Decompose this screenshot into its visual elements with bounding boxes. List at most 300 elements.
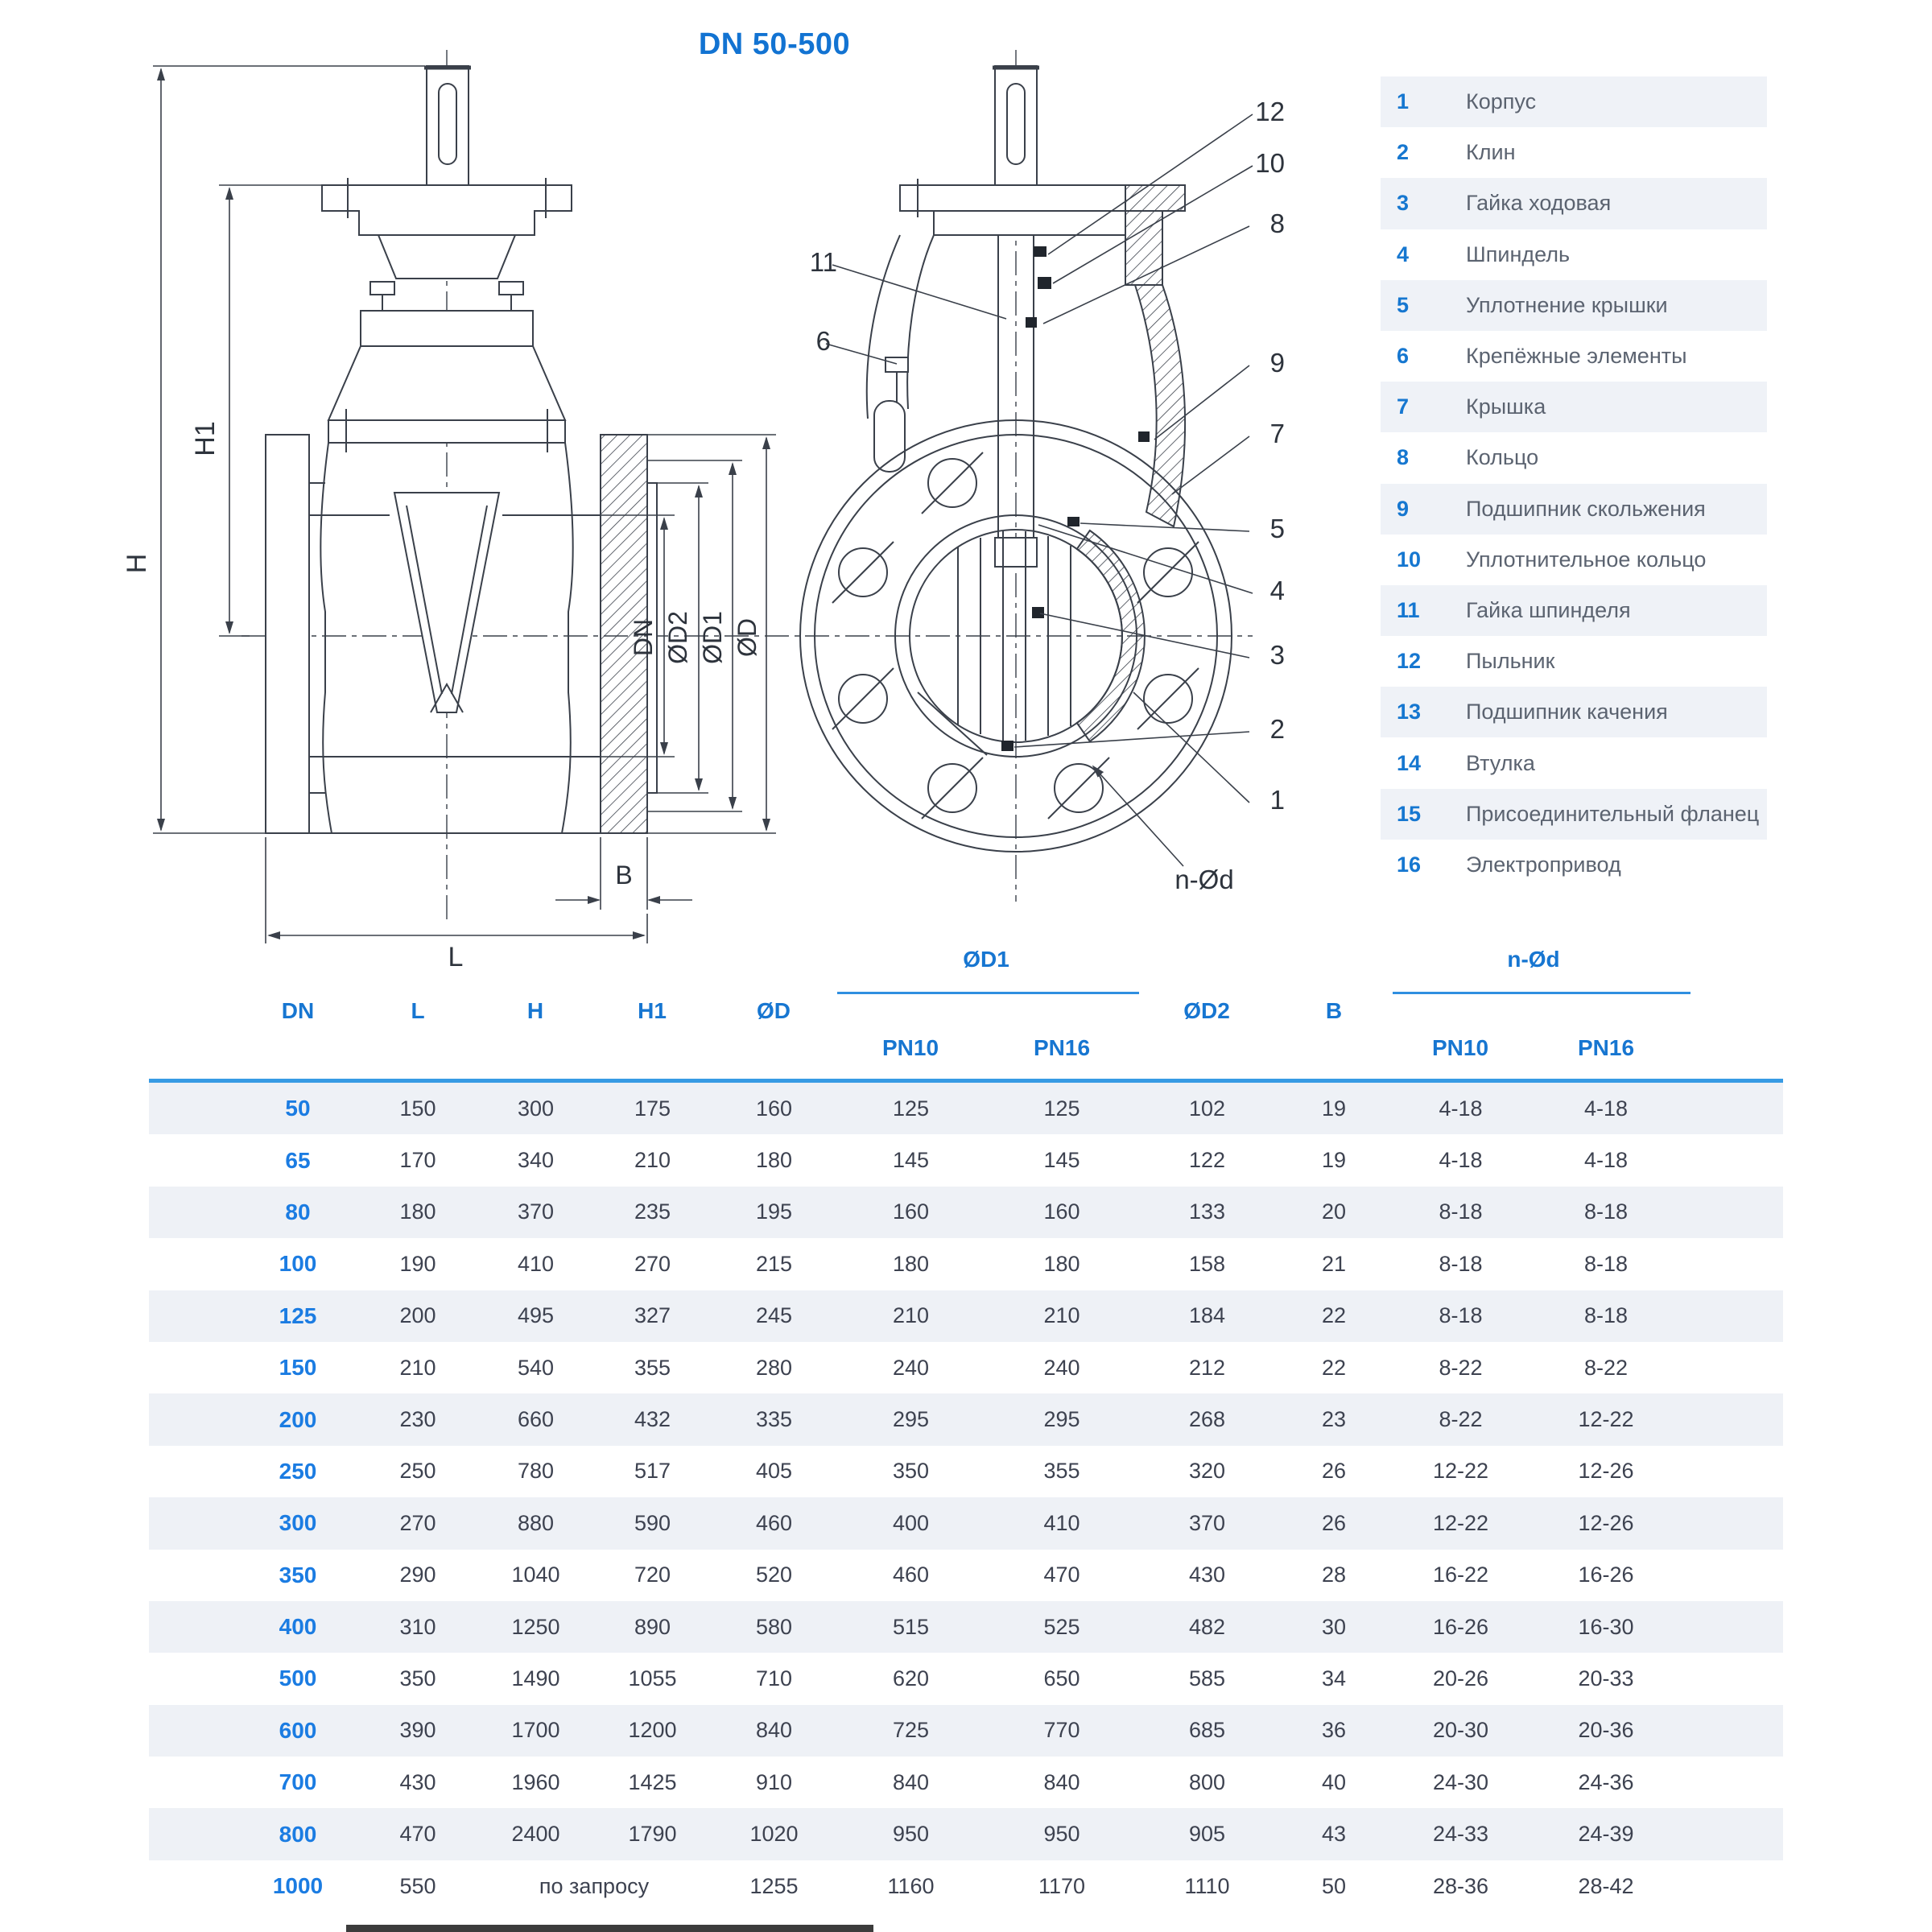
cell-np10: 20-30: [1432, 1718, 1489, 1743]
cell-dn: 80: [285, 1199, 311, 1224]
callout-10: 10: [1255, 148, 1285, 178]
part-name: Крепёжные элементы: [1466, 344, 1687, 369]
cell-sp: [149, 1860, 237, 1912]
cell-d1p16: 180: [1043, 1251, 1080, 1276]
parts-list-item: [1381, 432, 1767, 483]
part-name: Подшипник качения: [1466, 700, 1668, 724]
cell-l: 470: [399, 1822, 436, 1847]
cell-dn: 600: [279, 1717, 317, 1743]
cell-d: 580: [755, 1614, 793, 1639]
parts-list-item: [1381, 127, 1767, 178]
callout-9: 9: [1269, 348, 1285, 378]
cell-h1: 175: [634, 1096, 671, 1121]
parts-list-item: [1381, 840, 1767, 890]
cell-d1p10: 950: [892, 1822, 930, 1847]
col-header-d2: ØD2: [1183, 998, 1230, 1023]
cell-np16: 4-18: [1583, 1096, 1629, 1121]
cell-b: 26: [1321, 1459, 1347, 1484]
cell-np16: 8-18: [1583, 1303, 1629, 1328]
cell-d1p16: 210: [1043, 1303, 1080, 1328]
cell-fill: [1683, 1083, 1783, 1134]
cell-np16: 8-18: [1583, 1199, 1629, 1224]
cell-d1p16: 1170: [1038, 1873, 1086, 1898]
cell-d1p10: 515: [892, 1614, 930, 1639]
callout-7: 7: [1269, 419, 1285, 448]
cell-d: 245: [755, 1303, 793, 1328]
cell-h1: 355: [634, 1355, 671, 1380]
cell-np10: 16-22: [1432, 1563, 1489, 1587]
dimensions-table: [149, 934, 1783, 1912]
cell-h: 495: [517, 1303, 555, 1328]
col-header-h: H: [526, 998, 544, 1023]
cell-d1p10: 620: [892, 1666, 930, 1690]
cell-d1p10: 350: [892, 1459, 930, 1484]
cell-fill: [1683, 1134, 1783, 1186]
cell-d1p16: 525: [1043, 1614, 1080, 1639]
cell-h1: 270: [634, 1251, 671, 1276]
cell-h: 1250: [511, 1614, 560, 1639]
table-row: [149, 1808, 1783, 1860]
cell-sp: [149, 1497, 237, 1549]
part-number: 7: [1397, 394, 1410, 419]
part-name: Гайка шпинделя: [1466, 597, 1631, 622]
part-name: Втулка: [1466, 750, 1535, 775]
centerlines: [242, 50, 1253, 924]
bottom-crop-strip: [346, 1925, 873, 1932]
part-name: Электропривод: [1466, 852, 1621, 877]
cell-d1p16: 125: [1043, 1096, 1080, 1121]
cell-d2: 685: [1188, 1718, 1226, 1743]
cell-l: 180: [399, 1199, 436, 1224]
cell-np16: 8-18: [1583, 1251, 1629, 1276]
cell-np10: 8-22: [1439, 1355, 1483, 1380]
cell-fill: [1683, 1446, 1783, 1497]
table-row: [149, 1238, 1783, 1290]
cell-h: 340: [517, 1148, 555, 1173]
cell-d: 215: [755, 1251, 793, 1276]
col-header-d1-pn16: PN16: [1033, 1035, 1091, 1060]
cell-merge: по запросу: [539, 1873, 650, 1898]
cell-h1: 235: [634, 1199, 671, 1224]
table-row: [149, 1187, 1783, 1238]
cell-fill: [1683, 1860, 1783, 1912]
col-header-l: L: [411, 998, 425, 1023]
cell-np16: 24-39: [1578, 1822, 1634, 1847]
cell-d2: 430: [1188, 1563, 1226, 1587]
cell-sp: [149, 1342, 237, 1393]
part-name: Подшипник скольжения: [1466, 496, 1706, 521]
cell-l: 150: [399, 1096, 436, 1121]
cell-np10: 8-22: [1439, 1407, 1483, 1432]
cell-sp: [149, 1653, 237, 1704]
table-header: [149, 934, 1783, 1083]
cell-dn: 300: [279, 1510, 317, 1536]
cell-np16: 16-30: [1578, 1614, 1634, 1639]
cell-h: 660: [517, 1407, 555, 1432]
cell-fill: [1683, 1393, 1783, 1445]
cell-h1: 210: [634, 1148, 671, 1173]
cell-d1p10: 295: [892, 1407, 930, 1432]
table-row: [149, 1601, 1783, 1653]
cell-fill: [1683, 1238, 1783, 1290]
cell-d2: 800: [1188, 1769, 1226, 1794]
cell-np10: 12-22: [1432, 1459, 1489, 1484]
cell-b: 23: [1321, 1407, 1347, 1432]
parts-list-item: [1381, 76, 1767, 127]
cell-sp: [149, 1601, 237, 1653]
cell-d1p10: 460: [892, 1563, 930, 1587]
group-underline-d1: [837, 992, 1139, 994]
cell-h: 1960: [511, 1769, 560, 1794]
cell-np16: 12-26: [1578, 1510, 1634, 1535]
cell-l: 200: [399, 1303, 436, 1328]
part-number: 5: [1397, 292, 1410, 317]
cell-d: 195: [755, 1199, 793, 1224]
cell-np10: 4-18: [1439, 1096, 1483, 1121]
cell-d1p10: 240: [892, 1355, 930, 1380]
part-number: 2: [1397, 140, 1410, 165]
col-header-nod-pn16: PN16: [1577, 1035, 1635, 1060]
cell-sp: [149, 1238, 237, 1290]
cell-d1p10: 145: [892, 1148, 930, 1173]
cell-l: 250: [399, 1459, 436, 1484]
cell-h: 2400: [511, 1822, 560, 1847]
cell-fill: [1683, 1187, 1783, 1238]
cell-d1p10: 125: [892, 1096, 930, 1121]
cell-fill: [1683, 1705, 1783, 1757]
cell-d1p10: 840: [892, 1769, 930, 1794]
part-number: 3: [1397, 191, 1410, 216]
cell-d1p10: 1160: [887, 1873, 935, 1898]
cell-l: 230: [399, 1407, 436, 1432]
cell-b: 19: [1321, 1148, 1347, 1173]
table-row: [149, 1342, 1783, 1393]
callout-3: 3: [1269, 640, 1285, 670]
cell-np16: 24-36: [1578, 1769, 1634, 1794]
cell-d: 1255: [749, 1873, 799, 1898]
cell-d1p16: 840: [1043, 1769, 1080, 1794]
cell-l: 430: [399, 1769, 436, 1794]
part-number: 13: [1397, 700, 1422, 724]
cell-b: 30: [1321, 1614, 1347, 1639]
cell-d1p16: 410: [1043, 1510, 1080, 1535]
cell-l: 190: [399, 1251, 436, 1276]
cell-b: 26: [1321, 1510, 1347, 1535]
table-row: [149, 1705, 1783, 1757]
cell-d2: 158: [1188, 1251, 1226, 1276]
part-name: Корпус: [1466, 89, 1537, 114]
cell-sp: [149, 1757, 237, 1808]
cell-d: 180: [755, 1148, 793, 1173]
cell-fill: [1683, 1290, 1783, 1342]
cell-dn: 65: [285, 1147, 311, 1173]
group-header-nod: n-Ød: [1507, 947, 1560, 972]
cell-l: 310: [399, 1614, 436, 1639]
cell-dn: 800: [279, 1821, 317, 1847]
dim-label-dn: DN: [629, 618, 658, 657]
cell-h: 540: [517, 1355, 555, 1380]
cell-dn: 250: [279, 1458, 317, 1484]
cell-d1p10: 160: [892, 1199, 930, 1224]
cell-l: 210: [399, 1355, 436, 1380]
dim-label-d2: ØD2: [663, 611, 692, 664]
cell-fill: [1683, 1497, 1783, 1549]
cell-d2: 320: [1188, 1459, 1226, 1484]
cell-d1p16: 650: [1043, 1666, 1080, 1690]
cell-h: 1490: [511, 1666, 560, 1690]
cell-dn: 150: [279, 1355, 317, 1381]
parts-list-item: [1381, 737, 1767, 788]
cell-d2: 133: [1188, 1199, 1226, 1224]
cell-d1p10: 725: [892, 1718, 930, 1743]
cell-d1p10: 210: [892, 1303, 930, 1328]
callout-8: 8: [1269, 208, 1285, 238]
dim-table-body: [149, 1083, 1783, 1912]
cell-d2: 370: [1188, 1510, 1226, 1535]
parts-list-item: [1381, 331, 1767, 382]
cell-sp: [149, 1134, 237, 1186]
parts-list-item: [1381, 535, 1767, 585]
cell-dn: 500: [279, 1666, 317, 1691]
dim-label-h1: H1: [190, 421, 221, 456]
col-header-nod-pn10: PN10: [1431, 1035, 1489, 1060]
cell-sp: [149, 1705, 237, 1757]
part-name: Шпиндель: [1466, 242, 1571, 266]
parts-list-item: [1381, 789, 1767, 840]
cell-np10: 12-22: [1432, 1510, 1489, 1535]
cell-fill: [1683, 1757, 1783, 1808]
cell-h: 780: [517, 1459, 555, 1484]
cell-d1p16: 240: [1043, 1355, 1080, 1380]
cell-d1p10: 180: [892, 1251, 930, 1276]
parts-list: [1381, 76, 1767, 890]
dim-label-d: ØD: [733, 618, 762, 657]
cell-d1p16: 770: [1043, 1718, 1080, 1743]
cell-l: 270: [399, 1510, 436, 1535]
side-view-drawing: [266, 66, 657, 833]
cell-d: 1020: [749, 1822, 799, 1847]
cell-sp: [149, 1083, 237, 1134]
cell-np16: 20-36: [1578, 1718, 1634, 1743]
cell-h: 1040: [511, 1563, 560, 1587]
cell-d: 840: [755, 1718, 793, 1743]
dim-label-d1: ØD1: [698, 611, 727, 664]
cell-dn: 400: [279, 1614, 317, 1640]
cell-d1p10: 400: [892, 1510, 930, 1535]
cell-h1: 590: [634, 1510, 671, 1535]
dim-label-b: B: [615, 861, 633, 890]
cell-b: 43: [1321, 1822, 1347, 1847]
cell-np16: 16-26: [1578, 1563, 1634, 1587]
cell-l: 170: [399, 1148, 436, 1173]
cell-d1p16: 950: [1043, 1822, 1080, 1847]
part-number: 6: [1397, 344, 1410, 369]
cell-d2: 212: [1188, 1355, 1226, 1380]
parts-list-item: [1381, 687, 1767, 737]
cell-np16: 20-33: [1578, 1666, 1634, 1690]
parts-list-item: [1381, 280, 1767, 331]
table-row: [149, 1497, 1783, 1549]
part-name: Присоединительный фланец: [1466, 801, 1760, 826]
cell-fill: [1683, 1808, 1783, 1860]
callout-5: 5: [1269, 514, 1285, 543]
cell-h1: 1790: [628, 1822, 677, 1847]
cell-d2: 585: [1188, 1666, 1226, 1690]
parts-list-item: [1381, 585, 1767, 636]
cell-d2: 102: [1188, 1096, 1226, 1121]
table-row: [149, 1653, 1783, 1704]
cell-h1: 720: [634, 1563, 671, 1587]
cell-fill: [1683, 1550, 1783, 1601]
cell-sp: [149, 1290, 237, 1342]
part-number: 16: [1397, 852, 1422, 877]
cell-sp: [149, 1393, 237, 1445]
cell-d: 335: [755, 1407, 793, 1432]
part-name: Пыльник: [1466, 649, 1555, 674]
part-name: Уплотнительное кольцо: [1466, 547, 1707, 572]
table-row: [149, 1393, 1783, 1445]
cell-b: 20: [1321, 1199, 1347, 1224]
cell-h1: 1200: [628, 1718, 677, 1743]
parts-list-item: [1381, 178, 1767, 229]
cell-np16: 12-22: [1578, 1407, 1634, 1432]
cell-d2: 905: [1188, 1822, 1226, 1847]
cell-d1p16: 145: [1043, 1148, 1080, 1173]
part-number: 14: [1397, 750, 1422, 775]
callout-4: 4: [1269, 576, 1285, 605]
cell-h1: 432: [634, 1407, 671, 1432]
dim-label-h: H: [122, 553, 152, 574]
cell-d2: 184: [1188, 1303, 1226, 1328]
cell-np10: 8-18: [1439, 1251, 1483, 1276]
cell-d: 460: [755, 1510, 793, 1535]
cell-d: 710: [755, 1666, 793, 1690]
part-number: 11: [1397, 597, 1420, 622]
cell-dn: 125: [279, 1302, 317, 1328]
cell-sp: [149, 1550, 237, 1601]
cell-dn: 50: [285, 1096, 311, 1121]
cell-b: 40: [1321, 1769, 1347, 1794]
cell-dn: 100: [279, 1251, 317, 1277]
parts-list-item: [1381, 229, 1767, 280]
part-number: 12: [1397, 649, 1422, 674]
part-name: Кольцо: [1466, 445, 1539, 470]
cell-np16: 12-26: [1578, 1459, 1634, 1484]
dim-label-nod: n-Ød: [1174, 865, 1234, 894]
cell-d2: 122: [1188, 1148, 1226, 1173]
cell-b: 50: [1321, 1873, 1347, 1898]
cell-d1p16: 355: [1043, 1459, 1080, 1484]
cell-h1: 1425: [628, 1769, 677, 1794]
parts-list-item: [1381, 484, 1767, 535]
cell-fill: [1683, 1342, 1783, 1393]
cell-h: 300: [517, 1096, 555, 1121]
table-top-border: [149, 1079, 1783, 1083]
part-name: Уплотнение крышки: [1466, 292, 1668, 317]
cell-d: 520: [755, 1563, 793, 1587]
cell-fill: [1683, 1601, 1783, 1653]
part-number: 9: [1397, 496, 1410, 521]
cell-sp: [149, 1446, 237, 1497]
group-underline-nod: [1393, 992, 1690, 994]
col-header-d1-pn10: PN10: [881, 1035, 939, 1060]
cell-fill: [1683, 1653, 1783, 1704]
cell-np10: 24-30: [1432, 1769, 1489, 1794]
col-header-h1: H1: [638, 998, 667, 1023]
page-title: DN 50-500: [698, 27, 851, 61]
cell-np16: 28-42: [1578, 1873, 1634, 1898]
cell-l: 350: [399, 1666, 436, 1690]
cell-h: 410: [517, 1251, 555, 1276]
cell-np10: 16-26: [1432, 1614, 1489, 1639]
dim-label-l: L: [448, 942, 464, 972]
cell-dn: 200: [279, 1406, 317, 1432]
part-name: Крышка: [1466, 394, 1546, 419]
col-header-b: B: [1325, 998, 1343, 1023]
col-header-dn: DN: [281, 998, 315, 1023]
cell-dn: 350: [279, 1562, 317, 1587]
cell-d1p16: 295: [1043, 1407, 1080, 1432]
table-row: [149, 1083, 1783, 1134]
cell-h1: 890: [634, 1614, 671, 1639]
cell-d1p16: 470: [1043, 1563, 1080, 1587]
part-number: 10: [1397, 547, 1422, 572]
cell-b: 22: [1321, 1303, 1347, 1328]
cell-b: 34: [1321, 1666, 1347, 1690]
callout-12: 12: [1255, 97, 1285, 126]
part-number: 15: [1397, 801, 1422, 826]
callout-1: 1: [1269, 785, 1285, 815]
cell-np10: 28-36: [1432, 1873, 1489, 1898]
cell-d2: 1110: [1184, 1873, 1230, 1898]
cell-np10: 8-18: [1439, 1199, 1483, 1224]
cell-b: 36: [1321, 1718, 1347, 1743]
cell-b: 22: [1321, 1355, 1347, 1380]
cell-np10: 4-18: [1439, 1148, 1483, 1173]
cell-d2: 268: [1188, 1407, 1226, 1432]
table-row: [149, 1446, 1783, 1497]
parts-list-item: [1381, 382, 1767, 432]
cell-b: 19: [1321, 1096, 1347, 1121]
cell-d: 405: [755, 1459, 793, 1484]
part-number: 8: [1397, 445, 1410, 470]
table-row: [149, 1860, 1783, 1912]
cell-l: 550: [399, 1873, 436, 1898]
cell-l: 390: [399, 1718, 436, 1743]
cell-h1: 1055: [628, 1666, 677, 1690]
cell-dn: 700: [279, 1769, 317, 1795]
cell-np10: 24-33: [1432, 1822, 1489, 1847]
part-name: Гайка ходовая: [1466, 191, 1612, 216]
cell-d: 910: [755, 1769, 793, 1794]
cell-b: 28: [1321, 1563, 1347, 1587]
part-number: 4: [1397, 242, 1410, 266]
table-row: [149, 1757, 1783, 1808]
cell-np16: 4-18: [1583, 1148, 1629, 1173]
cell-sp: [149, 1187, 237, 1238]
cell-h: 370: [517, 1199, 555, 1224]
cell-np10: 20-26: [1432, 1666, 1489, 1690]
table-row: [149, 1290, 1783, 1342]
cell-d: 160: [755, 1096, 793, 1121]
table-row: [149, 1550, 1783, 1601]
group-header-d1: ØD1: [963, 947, 1009, 972]
cell-sp: [149, 1808, 237, 1860]
callout-6: 6: [815, 326, 831, 356]
cell-h1: 517: [634, 1459, 671, 1484]
cell-l: 290: [399, 1563, 436, 1587]
callout-11: 11: [809, 247, 837, 277]
